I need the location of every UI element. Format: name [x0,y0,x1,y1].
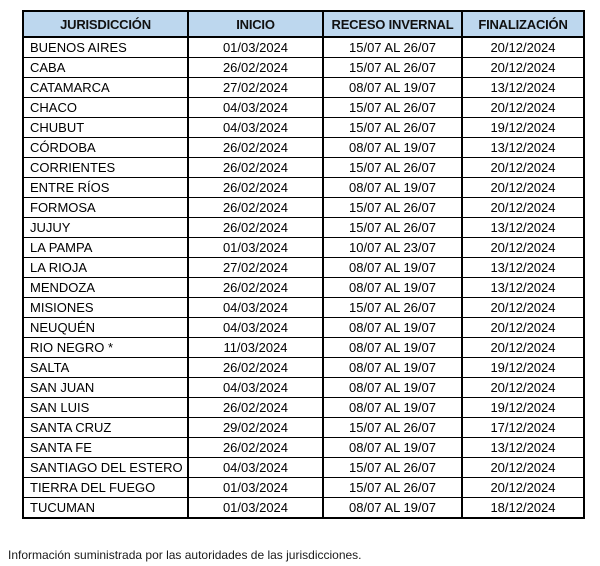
cell-jurisdiccion: SAN LUIS [23,398,188,418]
table-row [23,218,584,238]
cell-finalizacion: 18/12/2024 [462,498,584,519]
cell-finalizacion: 20/12/2024 [462,298,584,318]
cell-receso: 15/07 AL 26/07 [323,37,462,58]
cell-receso: 08/07 AL 19/07 [323,318,462,338]
cell-jurisdiccion: CHACO [23,98,188,118]
cell-finalizacion: 19/12/2024 [462,118,584,138]
cell-inicio: 26/02/2024 [188,58,323,78]
cell-receso: 08/07 AL 19/07 [323,258,462,278]
table-row [23,198,584,218]
table-row [23,418,584,438]
cell-inicio: 04/03/2024 [188,98,323,118]
cell-jurisdiccion: FORMOSA [23,198,188,218]
table-row [23,258,584,278]
cell-jurisdiccion: CHUBUT [23,118,188,138]
cell-receso: 15/07 AL 26/07 [323,458,462,478]
table-row [23,178,584,198]
cell-finalizacion: 20/12/2024 [462,98,584,118]
cell-inicio: 04/03/2024 [188,318,323,338]
cell-finalizacion: 13/12/2024 [462,138,584,158]
table-row [23,438,584,458]
cell-receso: 15/07 AL 26/07 [323,198,462,218]
cell-inicio: 26/02/2024 [188,198,323,218]
cell-finalizacion: 20/12/2024 [462,478,584,498]
cell-inicio: 01/03/2024 [188,478,323,498]
cell-jurisdiccion: JUJUY [23,218,188,238]
cell-finalizacion: 20/12/2024 [462,158,584,178]
cell-jurisdiccion: MISIONES [23,298,188,318]
cell-inicio: 01/03/2024 [188,37,323,58]
table-row [23,98,584,118]
cell-receso: 08/07 AL 19/07 [323,438,462,458]
table-header-row [23,11,584,37]
cell-finalizacion: 20/12/2024 [462,338,584,358]
table-row [23,358,584,378]
source-footnote: Información suministrada por las autoridades de las jurisdicciones. [8,548,362,562]
table-row [23,37,584,58]
table-row [23,318,584,338]
cell-finalizacion: 20/12/2024 [462,178,584,198]
cell-receso: 08/07 AL 19/07 [323,138,462,158]
table-row [23,458,584,478]
cell-jurisdiccion: CÓRDOBA [23,138,188,158]
cell-receso: 15/07 AL 26/07 [323,118,462,138]
table-row [23,338,584,358]
cell-inicio: 26/02/2024 [188,158,323,178]
column-header-jurisdiccion: JURISDICCIÓN [23,11,188,37]
cell-inicio: 04/03/2024 [188,298,323,318]
cell-finalizacion: 13/12/2024 [462,278,584,298]
cell-jurisdiccion: CORRIENTES [23,158,188,178]
cell-inicio: 29/02/2024 [188,418,323,438]
cell-receso: 15/07 AL 26/07 [323,418,462,438]
cell-inicio: 04/03/2024 [188,118,323,138]
cell-finalizacion: 13/12/2024 [462,258,584,278]
cell-inicio: 26/02/2024 [188,178,323,198]
cell-receso: 08/07 AL 19/07 [323,378,462,398]
cell-finalizacion: 13/12/2024 [462,438,584,458]
cell-finalizacion: 20/12/2024 [462,198,584,218]
cell-receso: 08/07 AL 19/07 [323,78,462,98]
cell-receso: 15/07 AL 26/07 [323,218,462,238]
cell-jurisdiccion: CATAMARCA [23,78,188,98]
cell-receso: 08/07 AL 19/07 [323,498,462,519]
cell-inicio: 04/03/2024 [188,458,323,478]
table-row [23,58,584,78]
column-header-receso-invernal: RECESO INVERNAL [323,11,462,37]
cell-inicio: 26/02/2024 [188,278,323,298]
cell-finalizacion: 20/12/2024 [462,318,584,338]
cell-jurisdiccion: SANTA FE [23,438,188,458]
cell-jurisdiccion: NEUQUÉN [23,318,188,338]
cell-finalizacion: 19/12/2024 [462,358,584,378]
cell-jurisdiccion: LA PAMPA [23,238,188,258]
cell-jurisdiccion: SANTIAGO DEL ESTERO [23,458,188,478]
cell-inicio: 11/03/2024 [188,338,323,358]
cell-finalizacion: 20/12/2024 [462,458,584,478]
cell-jurisdiccion: SALTA [23,358,188,378]
table-row [23,238,584,258]
cell-receso: 15/07 AL 26/07 [323,478,462,498]
cell-jurisdiccion: SANTA CRUZ [23,418,188,438]
table-row [23,298,584,318]
cell-jurisdiccion: ENTRE RÍOS [23,178,188,198]
cell-jurisdiccion: RIO NEGRO * [23,338,188,358]
table-row [23,498,584,519]
cell-jurisdiccion: TIERRA DEL FUEGO [23,478,188,498]
cell-inicio: 26/02/2024 [188,138,323,158]
cell-finalizacion: 13/12/2024 [462,218,584,238]
cell-finalizacion: 20/12/2024 [462,37,584,58]
cell-inicio: 01/03/2024 [188,498,323,519]
cell-inicio: 27/02/2024 [188,258,323,278]
table-row [23,78,584,98]
table-row [23,478,584,498]
cell-inicio: 27/02/2024 [188,78,323,98]
cell-inicio: 26/02/2024 [188,218,323,238]
cell-inicio: 26/02/2024 [188,358,323,378]
cell-finalizacion: 20/12/2024 [462,58,584,78]
cell-jurisdiccion: CABA [23,58,188,78]
cell-inicio: 01/03/2024 [188,238,323,258]
cell-jurisdiccion: BUENOS AIRES [23,37,188,58]
cell-receso: 08/07 AL 19/07 [323,178,462,198]
table-row [23,138,584,158]
cell-receso: 15/07 AL 26/07 [323,158,462,178]
cell-inicio: 26/02/2024 [188,438,323,458]
table-row [23,278,584,298]
cell-receso: 08/07 AL 19/07 [323,398,462,418]
cell-receso: 15/07 AL 26/07 [323,298,462,318]
cell-finalizacion: 17/12/2024 [462,418,584,438]
cell-finalizacion: 20/12/2024 [462,378,584,398]
cell-receso: 08/07 AL 19/07 [323,338,462,358]
table-row [23,378,584,398]
cell-receso: 10/07 AL 23/07 [323,238,462,258]
cell-receso: 15/07 AL 26/07 [323,58,462,78]
cell-receso: 15/07 AL 26/07 [323,98,462,118]
school-calendar-table [22,10,585,519]
cell-jurisdiccion: TUCUMAN [23,498,188,519]
table-row [23,118,584,138]
column-header-inicio: INICIO [188,11,323,37]
table-row [23,398,584,418]
column-header-finalizacion: FINALIZACIÓN [462,11,584,37]
cell-inicio: 26/02/2024 [188,398,323,418]
cell-receso: 08/07 AL 19/07 [323,278,462,298]
cell-inicio: 04/03/2024 [188,378,323,398]
table-row [23,158,584,178]
cell-finalizacion: 20/12/2024 [462,238,584,258]
cell-finalizacion: 19/12/2024 [462,398,584,418]
cell-jurisdiccion: MENDOZA [23,278,188,298]
cell-receso: 08/07 AL 19/07 [323,358,462,378]
cell-finalizacion: 13/12/2024 [462,78,584,98]
cell-jurisdiccion: LA RIOJA [23,258,188,278]
cell-jurisdiccion: SAN JUAN [23,378,188,398]
